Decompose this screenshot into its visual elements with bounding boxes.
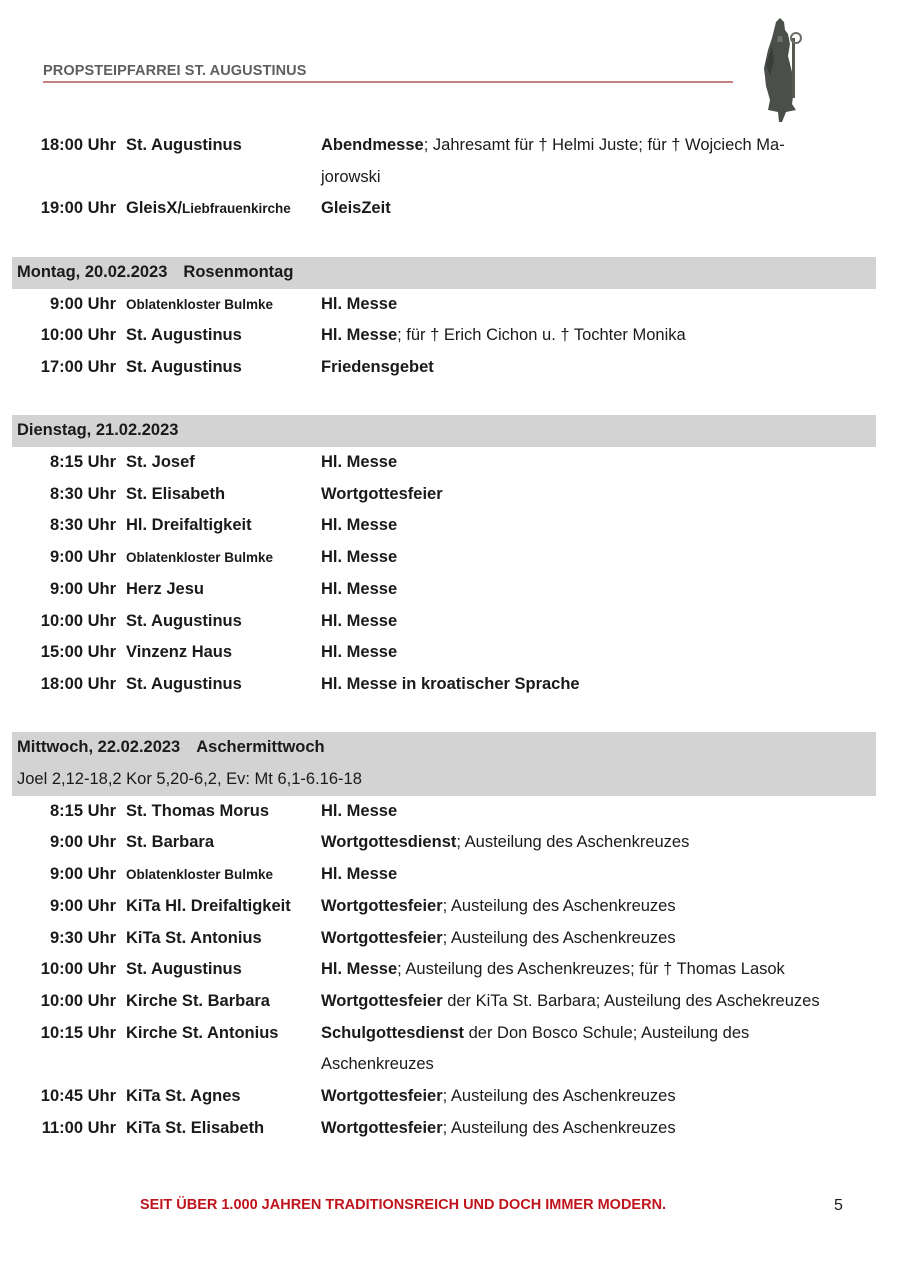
location-name: GleisX/	[126, 199, 182, 218]
service-title: Wortgottesfeier	[321, 484, 443, 503]
schedule-row	[12, 193, 876, 225]
page-header	[43, 62, 733, 83]
service-title: Wortgottesfeier	[321, 1087, 443, 1106]
location	[126, 479, 321, 511]
spacer	[12, 384, 876, 416]
service-title: Friedensgebet	[321, 357, 434, 376]
schedule-row	[12, 891, 876, 923]
time: 10:00 Uhr	[40, 991, 116, 1010]
service-title: Hl. Messe	[321, 453, 398, 471]
service-note: ; Jahresamt für † Helmi Juste; für † Wojciech Ma- jorowski	[321, 136, 785, 186]
day-header	[12, 415, 876, 447]
organization-name: PROPSTEIPFARREI ST. AUGUSTINUS	[43, 63, 307, 79]
service-title: Hl. Messe	[321, 579, 398, 598]
location-name: St. Thomas Morus	[126, 801, 270, 820]
spacer	[12, 225, 876, 257]
day-date: Mittwoch, 22.02.2023	[17, 738, 181, 757]
description	[321, 859, 861, 891]
location-name: St. Augustinus	[126, 611, 242, 630]
location-name: KiTa St. Elisabeth	[126, 1118, 265, 1137]
description	[321, 986, 861, 1018]
service-title: Wortgottesfeier	[321, 928, 443, 947]
schedule-row	[12, 669, 876, 701]
description	[321, 891, 861, 923]
location-sub: Liebfrauenkirche	[181, 201, 291, 217]
service-title: Hl. Messe	[321, 611, 398, 630]
location	[126, 923, 321, 955]
service-title: Wortgottesfeier	[321, 1118, 443, 1137]
location	[126, 637, 321, 669]
schedule-row	[12, 637, 876, 669]
location-name: KiTa St. Agnes	[126, 1087, 241, 1106]
service-note: der Don Bosco Schule; Austeilung des Aschenkreuzes	[321, 1023, 750, 1074]
time: 11:00 Uhr	[41, 1118, 116, 1137]
description	[321, 669, 861, 701]
day-date: Montag, 20.02.2023	[17, 262, 168, 281]
time: 10:00 Uhr	[40, 960, 116, 979]
time: 9:00 Uhr	[49, 548, 116, 567]
schedule-row	[12, 352, 876, 384]
time: 9:00 Uhr	[49, 865, 116, 884]
schedule-row	[12, 289, 876, 321]
location-name: Oblatenkloster Bulmke	[126, 867, 274, 883]
description	[321, 606, 861, 638]
schedule-row	[12, 1018, 876, 1081]
service-title: Wortgottesdienst	[321, 833, 457, 852]
location	[126, 1018, 321, 1081]
location-name: Hl. Dreifaltigkeit	[126, 516, 252, 535]
time: 18:00 Uhr	[40, 136, 116, 154]
description	[321, 510, 861, 542]
schedule-row	[12, 479, 876, 511]
service-title: Hl. Messe	[321, 801, 398, 820]
location-name: Kirche St. Barbara	[126, 991, 270, 1010]
schedule-row	[12, 986, 876, 1018]
day-feast: Aschermittwoch	[196, 738, 325, 757]
page-number: 5	[834, 1197, 843, 1214]
location	[126, 669, 321, 701]
description	[321, 954, 861, 986]
location-name: KiTa Hl. Dreifaltigkeit	[126, 896, 291, 915]
location	[126, 986, 321, 1018]
location	[126, 859, 321, 891]
service-title: GleisZeit	[321, 199, 391, 218]
location-name: St. Augustinus	[126, 136, 242, 154]
schedule-row	[12, 954, 876, 986]
service-note: ; Austeilung des Aschenkreuzes	[442, 1087, 676, 1106]
footer-slogan: SEIT ÜBER 1.000 JAHREN TRADITIONSREICH UND DOCH IMMER MODERN.	[140, 1197, 667, 1213]
location	[126, 447, 321, 479]
description	[321, 352, 861, 384]
service-note: ; Austeilung des Aschenkreuzes	[442, 896, 676, 915]
description	[321, 289, 861, 321]
description	[321, 193, 861, 225]
location	[126, 954, 321, 986]
description	[321, 637, 861, 669]
description	[321, 130, 861, 193]
location-name: St. Augustinus	[126, 674, 242, 693]
service-note: ; Austeilung des Aschenkreuzes	[442, 1118, 676, 1137]
location	[126, 352, 321, 384]
time: 10:15 Uhr	[40, 1023, 116, 1042]
location	[126, 606, 321, 638]
location	[126, 289, 321, 321]
schedule-row	[12, 510, 876, 542]
location	[126, 1113, 321, 1145]
time: 19:00 Uhr	[40, 199, 116, 218]
time: 8:30 Uhr	[49, 516, 116, 535]
location	[126, 320, 321, 352]
schedule	[12, 130, 876, 1144]
day-header	[12, 257, 876, 289]
day-feast: Rosenmontag	[183, 262, 294, 281]
description	[321, 542, 861, 574]
description	[321, 574, 861, 606]
schedule-row	[12, 827, 876, 859]
time: 15:00 Uhr	[40, 643, 116, 662]
header-rule	[43, 81, 733, 83]
location	[126, 130, 321, 193]
service-title: Hl. Messe	[321, 548, 398, 567]
schedule-row	[12, 606, 876, 638]
schedule-row	[12, 320, 876, 352]
service-note: ; Austeilung des Aschenkreuzes; für † Thomas Lasok	[397, 960, 785, 979]
time: 8:15 Uhr	[49, 453, 116, 471]
description	[321, 796, 861, 828]
service-title: Hl. Messe	[321, 643, 398, 662]
location	[126, 510, 321, 542]
time: 9:30 Uhr	[49, 928, 116, 947]
location-name: Herz Jesu	[126, 579, 204, 598]
schedule-row	[12, 447, 876, 479]
location-name: Vinzenz Haus	[126, 643, 233, 662]
schedule-row	[12, 923, 876, 955]
location	[126, 542, 321, 574]
service-title: Hl. Messe	[321, 326, 398, 345]
description	[321, 923, 861, 955]
service-title: Hl. Messe	[321, 294, 398, 313]
time: 10:00 Uhr	[40, 611, 116, 630]
st-augustinus-statue-icon	[752, 16, 814, 124]
location	[126, 193, 321, 225]
location-name: St. Augustinus	[126, 326, 242, 345]
time: 8:15 Uhr	[49, 801, 116, 820]
service-note: der KiTa St. Barbara; Austeilung des Aschekreuzes	[442, 991, 820, 1010]
spacer	[12, 701, 876, 733]
location-name: St. Elisabeth	[126, 484, 226, 503]
location	[126, 1081, 321, 1113]
time: 18:00 Uhr	[40, 674, 116, 693]
time: 10:45 Uhr	[40, 1087, 116, 1106]
service-title: Hl. Messe	[321, 516, 398, 535]
location-name: St. Barbara	[126, 833, 215, 852]
time: 8:30 Uhr	[49, 484, 116, 503]
location-name: St. Augustinus	[126, 357, 242, 376]
day-header	[12, 732, 876, 795]
day-readings: Joel 2,12-18,2 Kor 5,20-6,2, Ev: Mt 6,1-6.16-18	[17, 770, 362, 789]
schedule-row	[12, 542, 876, 574]
description	[321, 1018, 861, 1081]
service-note: ; Austeilung des Aschenkreuzes	[456, 833, 690, 852]
description	[321, 1081, 861, 1113]
location-name: Oblatenkloster Bulmke	[126, 550, 274, 566]
location-name: KiTa St. Antonius	[126, 928, 262, 947]
service-note: ; für † Erich Cichon u. † Tochter Monika	[397, 326, 686, 345]
service-title: Hl. Messe in kroatischer Sprache	[321, 674, 580, 693]
service-title: Wortgottesfeier	[321, 896, 443, 915]
location	[126, 827, 321, 859]
location-name: St. Augustinus	[126, 960, 242, 979]
time: 9:00 Uhr	[49, 896, 116, 915]
description	[321, 479, 861, 511]
location-name: Oblatenkloster Bulmke	[126, 296, 274, 312]
location	[126, 574, 321, 606]
service-title: Hl. Messe	[321, 865, 398, 884]
location	[126, 891, 321, 923]
description	[321, 447, 861, 479]
time: 9:00 Uhr	[49, 294, 116, 313]
schedule-row	[12, 1113, 876, 1145]
description	[321, 827, 861, 859]
schedule-row	[12, 1081, 876, 1113]
time: 9:00 Uhr	[49, 833, 116, 852]
time: 9:00 Uhr	[49, 579, 116, 598]
location	[126, 796, 321, 828]
description	[321, 320, 861, 352]
service-title: Wortgottesfeier	[321, 991, 443, 1010]
service-title: Hl. Messe	[321, 960, 398, 979]
service-note: ; Austeilung des Aschenkreuzes	[442, 928, 676, 947]
service-title: Schulgottesdienst	[321, 1023, 465, 1042]
schedule-row	[12, 796, 876, 828]
day-date: Dienstag, 21.02.2023	[17, 421, 179, 440]
service-title: Abendmesse	[321, 136, 424, 154]
location-name: St. Josef	[126, 453, 195, 471]
description	[321, 1113, 861, 1145]
location-name: Kirche St. Antonius	[126, 1023, 279, 1042]
schedule-row	[12, 130, 876, 193]
schedule-row	[12, 574, 876, 606]
schedule-row	[12, 859, 876, 891]
time: 17:00 Uhr	[40, 357, 116, 376]
time: 10:00 Uhr	[40, 326, 116, 345]
